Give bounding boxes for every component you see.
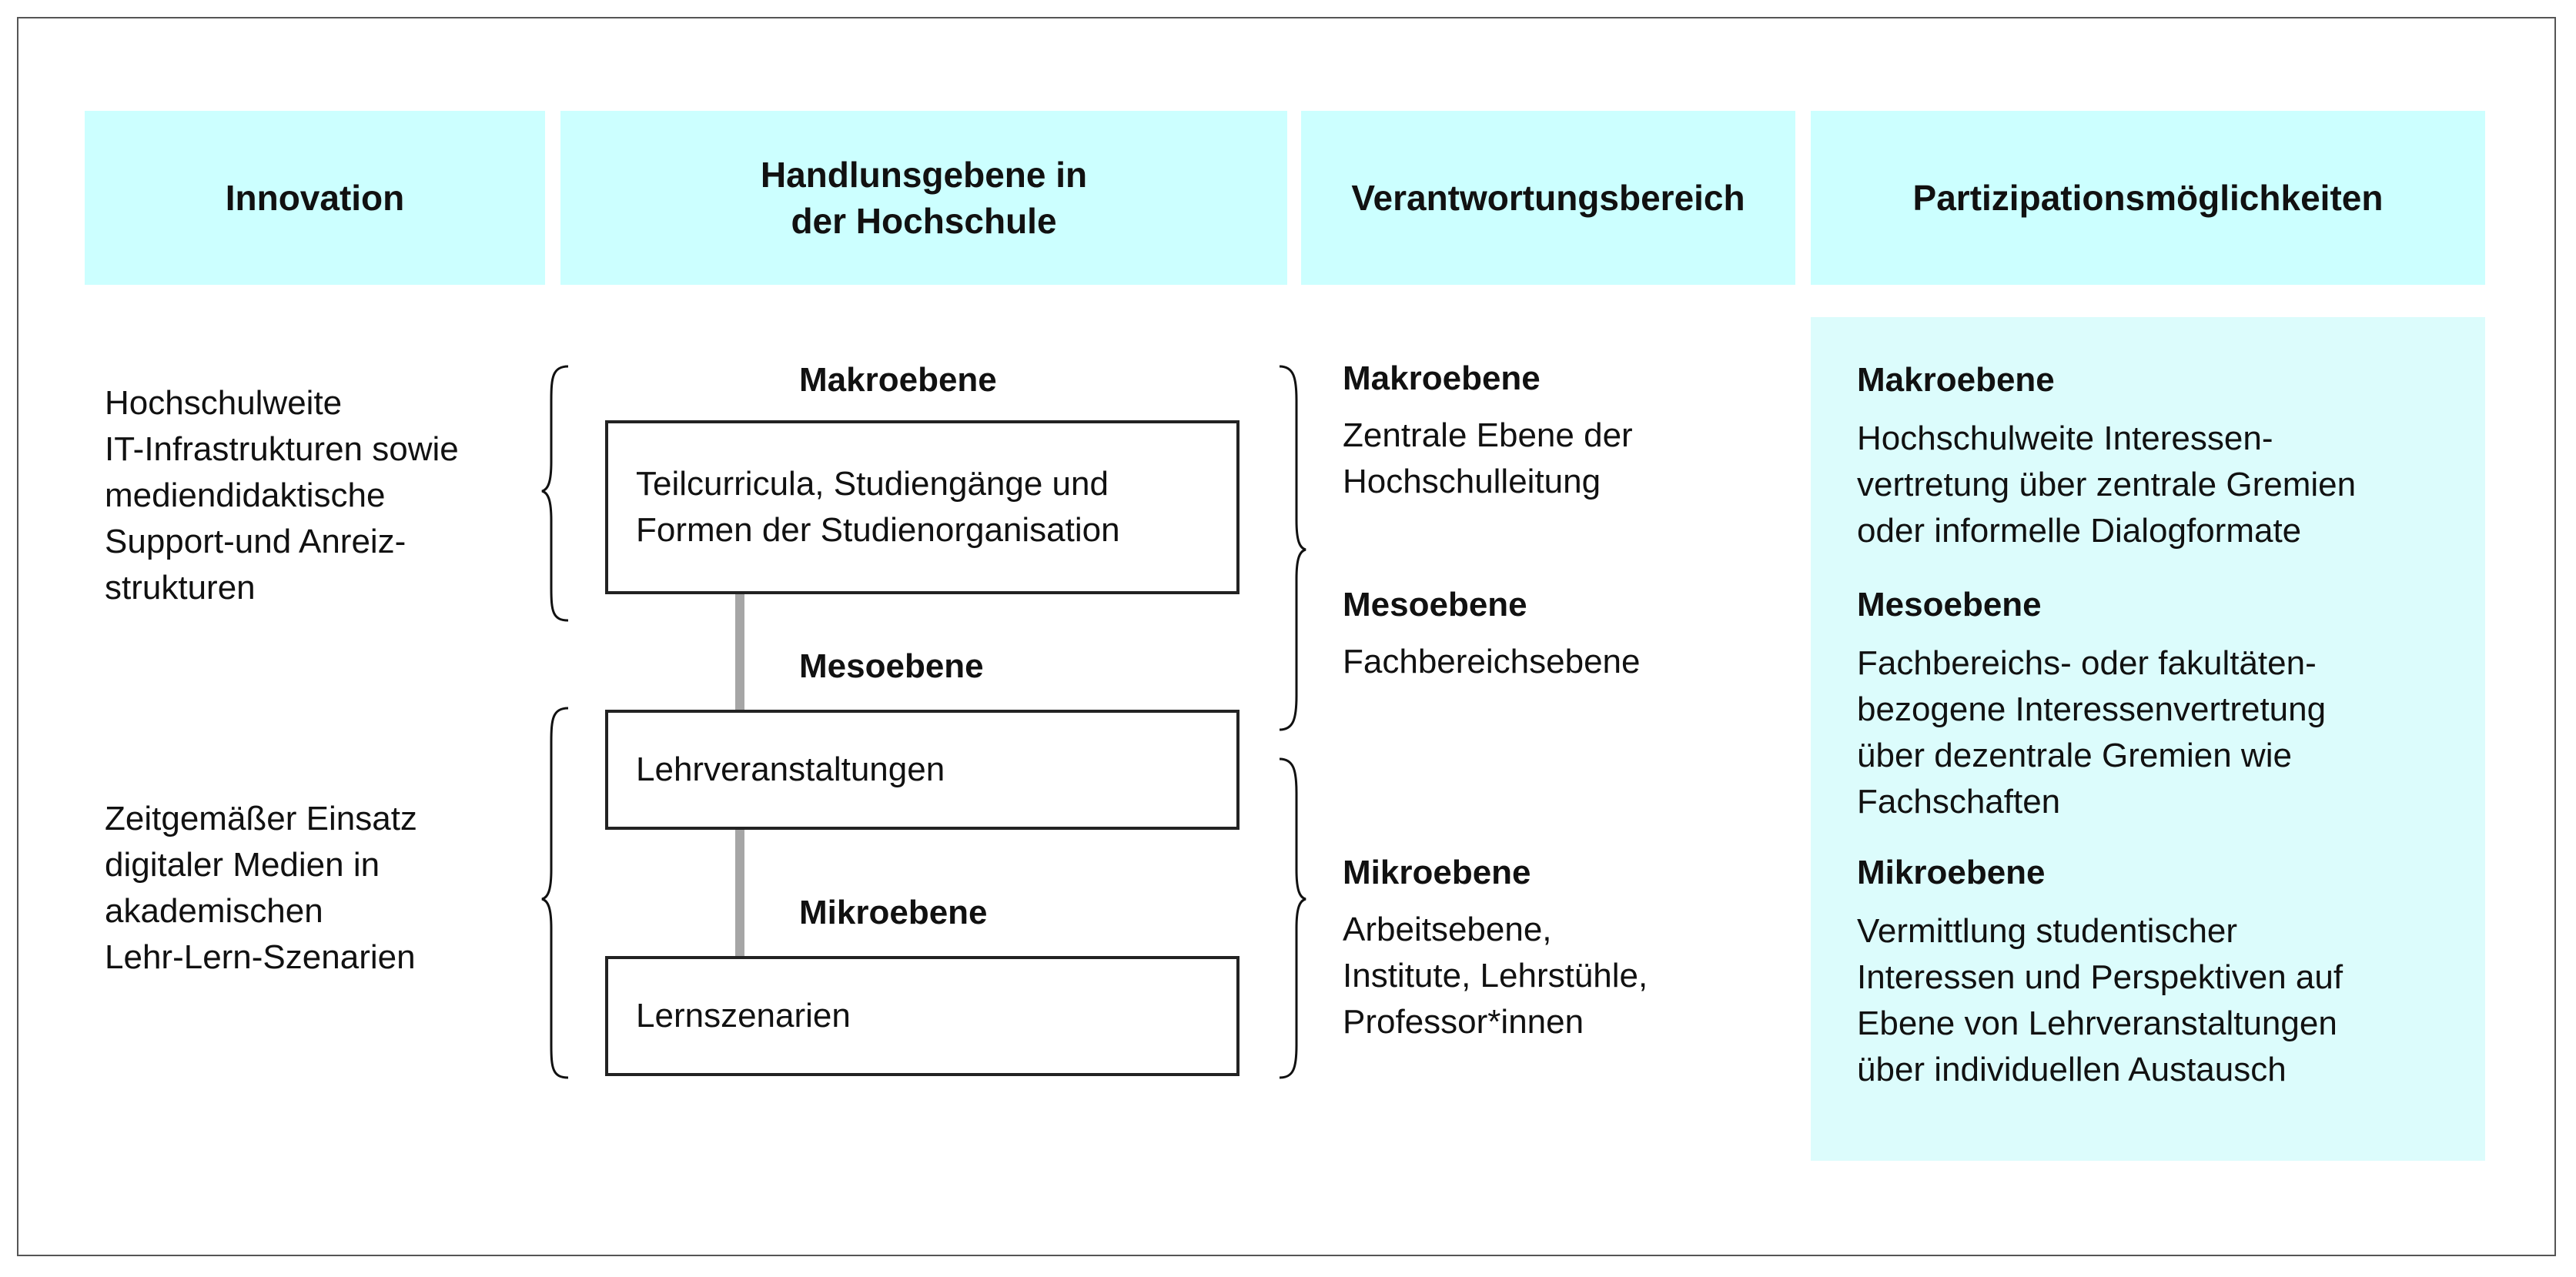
box-teilcurricula: Teilcurricula, Studiengänge und Formen der Studienorganisation [605,420,1239,594]
box-lernszenarien: Lernszenarien [605,956,1239,1076]
brace-innovation-bottom [542,708,568,1078]
innovation-item-infrastructure: Hochschulweite IT-Infrastrukturen sowie mediendidaktische Support-und Anreiz- strukturen [105,384,459,607]
verantwortung-makro-title: Makroebene [1343,359,1541,397]
partizipation-meso-text: Fachbereichs- oder fakultäten- bezogene Interessenvertretung über dezentrale Gremien wie Fachschaften [1857,644,2327,821]
verantwortung-meso-title: Mesoebene [1343,586,1527,623]
partizipation-mikro-text: Vermittlung studentischer Interessen und Perspektiven auf Ebene von Lehrveranstaltungen über individuellen Austausch [1857,912,2343,1088]
verantwortung-makro-text: Zentrale Ebene der Hochschulleitung [1343,416,1633,500]
verantwortung-meso-text: Fachbereichsebene [1343,643,1641,680]
header-handlungsebene: Handlunsgebene in der Hochschule [560,111,1287,285]
level-label-mikro: Mikroebene [799,894,988,931]
partizipation-meso-title: Mesoebene [1857,586,2042,623]
verantwortung-mikro-text: Arbeitsebene, Institute, Lehrstühle, Professor*innen [1343,911,1648,1041]
level-label-meso: Mesoebene [799,647,984,685]
header-partizipation: Partizipationsmöglichkeiten [1811,111,2485,285]
partizipation-mikro-title: Mikroebene [1857,854,2046,891]
level-label-makro: Makroebene [799,361,997,399]
partizipation-makro-title: Makroebene [1857,361,2055,399]
brace-verantwortung-top [1280,366,1306,730]
innovation-item-digital-media: Zeitgemäßer Einsatz digitaler Medien in akademischen Lehr-Lern-Szenarien [105,800,417,976]
partizipation-makro-text: Hochschulweite Interessen- vertretung über zentrale Gremien oder informelle Dialogformate [1857,420,2357,550]
box-lehrveranstaltungen: Lehrveranstaltungen [605,710,1239,830]
verantwortung-mikro-title: Mikroebene [1343,854,1531,891]
header-innovation: Innovation [85,111,545,285]
brace-verantwortung-bottom [1280,759,1306,1078]
header-verantwortungsbereich: Verantwortungsbereich [1301,111,1795,285]
brace-innovation-top [542,366,568,620]
